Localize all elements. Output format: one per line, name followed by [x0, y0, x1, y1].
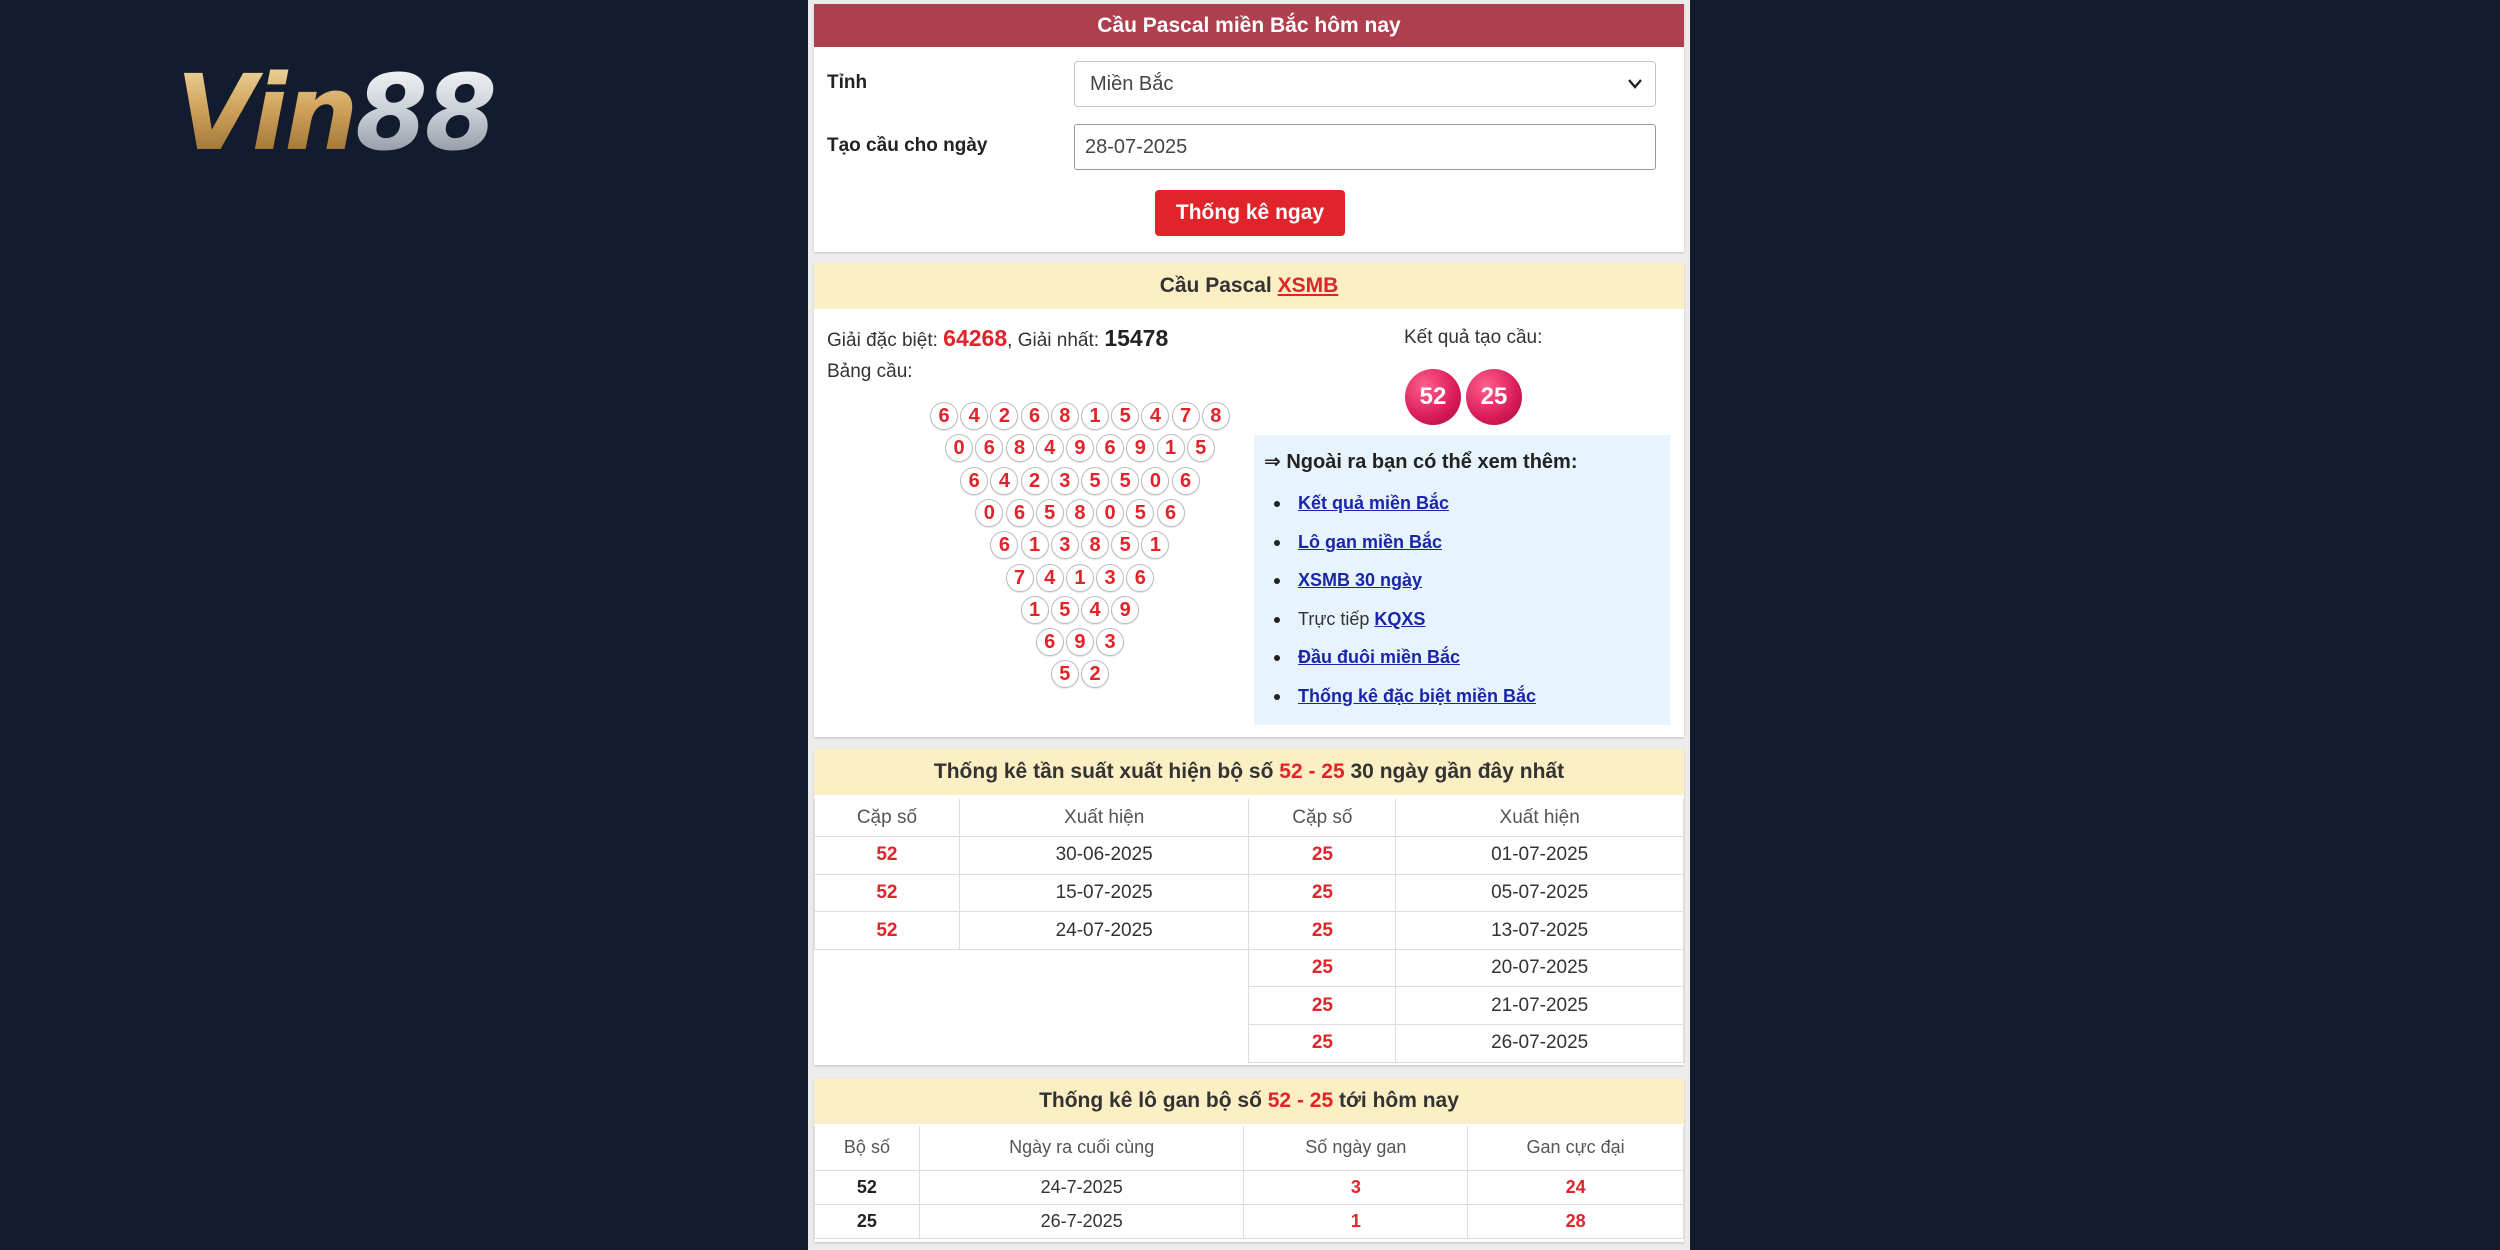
list-item — [1264, 677, 1660, 716]
pascal-digit: 5 — [1126, 499, 1154, 527]
pascal-digit: 7 — [1172, 402, 1200, 430]
pascal-digit: 6 — [1096, 434, 1124, 462]
pascal-digit: 8 — [1006, 434, 1034, 462]
date-cell: 24-07-2025 — [959, 912, 1249, 950]
col-header: Số ngày gan — [1244, 1126, 1468, 1170]
submit-button[interactable]: Thống kê ngay — [1155, 190, 1345, 236]
pascal-digit: 8 — [1081, 531, 1109, 559]
table-row — [815, 949, 1684, 987]
pair-cell: 52 — [815, 837, 960, 875]
logo-text-vin: Vin — [176, 52, 356, 174]
see-more-title: ⇒ Ngoài ra bạn có thể xem thêm: — [1264, 451, 1578, 473]
pascal-header — [814, 263, 1684, 309]
table-row — [815, 874, 1684, 912]
pair-cell: 25 — [1249, 874, 1396, 912]
col-pair-header: Cặp số — [815, 799, 960, 837]
see-more-link[interactable]: Thống kê đặc biệt miền Bắc — [1298, 685, 1537, 706]
pascal-digit: 9 — [1066, 628, 1094, 656]
pair-cell: 25 — [1249, 1025, 1396, 1063]
col-header: Ngày ra cuối cùng — [919, 1126, 1244, 1170]
col-date-header: Xuất hiện — [1396, 799, 1684, 837]
pascal-result-panel — [814, 263, 1684, 737]
pascal-digit: 4 — [1081, 596, 1109, 624]
date-cell: 05-07-2025 — [1396, 874, 1684, 912]
pascal-digit: 7 — [1006, 564, 1034, 592]
gan-days-cell: 1 — [1244, 1204, 1468, 1238]
pascal-digit: 2 — [990, 402, 1018, 430]
pascal-digit: 0 — [1141, 467, 1169, 495]
grid-label: Bảng cầu: — [827, 361, 913, 382]
pascal-digit: 3 — [1051, 467, 1079, 495]
pair-cell: 25 — [1249, 949, 1396, 987]
pascal-digit: 8 — [1051, 402, 1079, 430]
prize-line — [827, 325, 1168, 352]
special-prize-value: 64268 — [943, 325, 1008, 351]
first-prize-value: 15478 — [1104, 325, 1169, 351]
see-more-link[interactable]: Lô gan miền Bắc — [1298, 531, 1443, 552]
pascal-digit: 5 — [1111, 467, 1139, 495]
pascal-digit: 9 — [1111, 596, 1139, 624]
pascal-digit: 4 — [1141, 402, 1169, 430]
pascal-digit: 6 — [1157, 499, 1185, 527]
date-cell: 20-07-2025 — [1396, 949, 1684, 987]
logan-header — [814, 1078, 1684, 1124]
col-header: Bộ số — [815, 1126, 920, 1170]
col-pair-header: Cặp số — [1249, 799, 1396, 837]
date-cell: 13-07-2025 — [1396, 912, 1684, 950]
table-row — [815, 912, 1684, 950]
frequency-table — [814, 799, 1684, 1063]
logan-title-suffix: tới hôm nay — [1333, 1089, 1459, 1112]
pascal-digit: 6 — [1036, 628, 1064, 656]
date-label: Tạo cầu cho ngày — [827, 135, 988, 156]
pascal-digit: 6 — [990, 531, 1018, 559]
pascal-digit: 4 — [1036, 434, 1064, 462]
last-date-cell: 24-7-2025 — [919, 1170, 1244, 1204]
pascal-digit: 5 — [1036, 499, 1064, 527]
pascal-digit: 3 — [1051, 531, 1079, 559]
result-ball: 25 — [1466, 369, 1522, 425]
pascal-digit: 5 — [1111, 402, 1139, 430]
pascal-digit: 0 — [975, 499, 1003, 527]
date-cell: 15-07-2025 — [959, 874, 1249, 912]
pascal-digit: 1 — [1141, 531, 1169, 559]
chevron-down-icon — [1627, 62, 1643, 122]
table-header-row — [815, 1126, 1684, 1170]
table-header-row — [815, 799, 1684, 837]
pascal-digit: 2 — [1021, 467, 1049, 495]
result-ball: 52 — [1405, 369, 1461, 425]
frequency-pair: 52 - 25 — [1279, 760, 1345, 783]
pascal-digit: 1 — [1021, 596, 1049, 624]
pascal-digit: 8 — [1202, 402, 1230, 430]
pascal-digit: 6 — [1021, 402, 1049, 430]
date-cell: 21-07-2025 — [1396, 987, 1684, 1025]
see-more-link[interactable]: Đầu đuôi miền Bắc — [1298, 647, 1461, 668]
frequency-title-prefix: Thống kê tần suất xuất hiện bộ số — [933, 760, 1280, 783]
pair-cell: 52 — [815, 912, 960, 950]
pascal-digit: 0 — [1096, 499, 1124, 527]
gan-max-cell: 24 — [1468, 1170, 1684, 1204]
pascal-digit: 6 — [1006, 499, 1034, 527]
table-row — [815, 837, 1684, 875]
frequency-title-suffix: 30 ngày gần đây nhất — [1344, 760, 1565, 783]
logo-text-88: 88 — [355, 52, 495, 174]
result-label: Kết quả tạo cầu: — [1404, 327, 1543, 348]
pascal-digit: 1 — [1021, 531, 1049, 559]
pascal-digit: 0 — [945, 434, 973, 462]
pascal-digit: 3 — [1096, 628, 1124, 656]
frequency-header — [814, 749, 1684, 795]
pascal-digit: 4 — [990, 467, 1018, 495]
logan-title-prefix: Thống kê lô gan bộ số — [1039, 1089, 1268, 1112]
num-cell: 52 — [815, 1170, 920, 1204]
pascal-digit: 1 — [1081, 402, 1109, 430]
pascal-digit: 1 — [1157, 434, 1185, 462]
pascal-digit: 5 — [1051, 596, 1079, 624]
pair-cell: 25 — [1249, 987, 1396, 1025]
main-column — [808, 0, 1690, 1250]
pascal-form-panel — [814, 4, 1684, 252]
see-more-box — [1254, 435, 1670, 725]
list-item — [1264, 561, 1660, 600]
pascal-digit: 6 — [1126, 564, 1154, 592]
pascal-digit: 6 — [930, 402, 958, 430]
xsmb-link[interactable]: XSMB — [1277, 274, 1339, 297]
province-select-value: Miền Bắc — [1090, 73, 1174, 95]
pascal-header-text: Cầu Pascal — [1159, 274, 1278, 297]
date-input[interactable]: 28-07-2025 — [1074, 124, 1656, 170]
last-date-cell: 26-7-2025 — [919, 1204, 1244, 1238]
pascal-digit: 8 — [1066, 499, 1094, 527]
pascal-digit: 3 — [1096, 564, 1124, 592]
pascal-digit: 9 — [1066, 434, 1094, 462]
pair-cell: 25 — [1249, 912, 1396, 950]
pascal-digit: 4 — [1036, 564, 1064, 592]
list-item — [1264, 600, 1660, 639]
logan-pair: 52 - 25 — [1267, 1089, 1334, 1112]
pascal-digit: 5 — [1081, 467, 1109, 495]
pascal-digit: 9 — [1126, 434, 1154, 462]
pair-cell: 52 — [815, 874, 960, 912]
pair-cell: 25 — [1249, 837, 1396, 875]
pascal-digit: 4 — [960, 402, 988, 430]
date-cell: 30-06-2025 — [959, 837, 1249, 875]
empty-cell — [815, 949, 1249, 1062]
province-label: Tỉnh — [827, 72, 868, 93]
col-date-header: Xuất hiện — [959, 799, 1249, 837]
date-cell: 01-07-2025 — [1396, 837, 1684, 875]
see-more-link[interactable]: XSMB 30 ngày — [1298, 570, 1423, 591]
form-header: Cầu Pascal miền Bắc hôm nay — [814, 4, 1684, 47]
list-item — [1264, 638, 1660, 677]
pascal-digit: 5 — [1111, 531, 1139, 559]
num-cell: 25 — [815, 1204, 920, 1238]
list-item-prefix: Trực tiếp — [1298, 608, 1375, 629]
list-item — [1264, 523, 1660, 562]
date-cell: 26-07-2025 — [1396, 1025, 1684, 1063]
frequency-panel — [814, 749, 1684, 1065]
pascal-digit: 2 — [1081, 660, 1109, 688]
gan-days-cell: 3 — [1244, 1170, 1468, 1204]
logan-panel — [814, 1078, 1684, 1242]
vin88-logo[interactable] — [176, 52, 536, 174]
see-more-link[interactable]: KQXS — [1374, 608, 1426, 629]
pascal-digit: 5 — [1051, 660, 1079, 688]
pascal-digit: 6 — [975, 434, 1003, 462]
see-more-list — [1264, 484, 1660, 716]
special-prize-label: Giải đặc biệt: — [827, 330, 944, 351]
table-row — [815, 1204, 1684, 1238]
pascal-digit: 6 — [960, 467, 988, 495]
pascal-digit: 1 — [1066, 564, 1094, 592]
list-item — [1264, 484, 1660, 523]
province-select[interactable] — [1074, 61, 1656, 107]
pascal-digit: 6 — [1172, 467, 1200, 495]
logan-table — [814, 1126, 1684, 1239]
table-row — [815, 1170, 1684, 1204]
pascal-digit: 5 — [1187, 434, 1215, 462]
col-header: Gan cực đại — [1468, 1126, 1684, 1170]
see-more-link[interactable]: Kết quả miền Bắc — [1298, 493, 1450, 513]
gan-max-cell: 28 — [1468, 1204, 1684, 1238]
first-prize-label: , Giải nhất: — [1007, 330, 1105, 351]
